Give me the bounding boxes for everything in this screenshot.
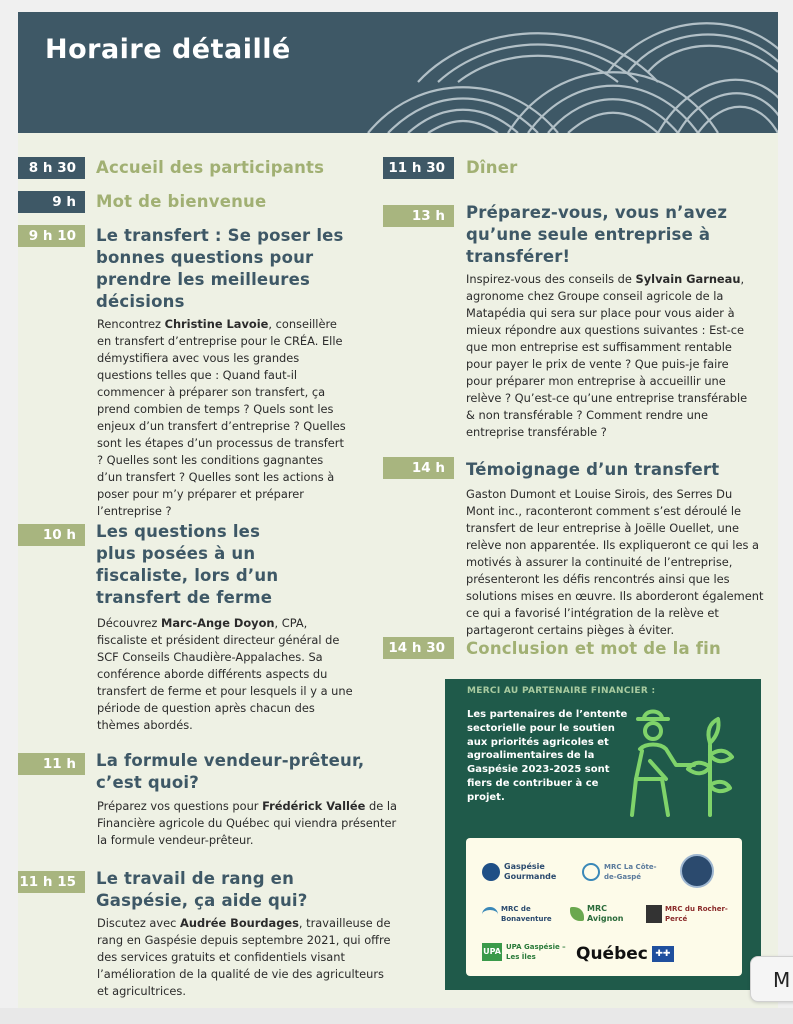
logo-upa: UPA UPA Gaspésie – Les Îles bbox=[483, 943, 566, 961]
time-badge: 14 h 30 bbox=[383, 637, 454, 659]
session-title: Témoignage d’un transfert bbox=[466, 460, 720, 479]
header-banner bbox=[18, 12, 778, 133]
session-description: Préparez vos questions pour Frédérick Vallée de la Financière agricole du Québec qui viendra présenter la formule vendeur-prêteur. bbox=[97, 799, 397, 847]
time-badge: 11 h 15 bbox=[18, 871, 85, 893]
session-description: Discutez avec Audrée Bourdages, travailleuse de rang en Gaspésie depuis septembre 2021, qui offre des services gratuits et confidentiels visant l’amélioration de la qualité de vie des agriculteurs et agricultrices. bbox=[97, 916, 391, 998]
logo-haute-gaspesie bbox=[680, 854, 714, 891]
session-title: Le transfert : Se poser les bonnes questions pour prendre les meilleures décisions bbox=[96, 226, 344, 311]
session-title: Les questions les plus posées à un fiscaliste, lors d’un transfert de ferme bbox=[96, 522, 279, 607]
session-title: Mot de bienvenue bbox=[96, 192, 267, 211]
time-badge: 11 h bbox=[18, 753, 85, 775]
partner-logos bbox=[466, 838, 742, 976]
logo-quebec: Québec ✚✚ bbox=[576, 944, 674, 964]
document-page bbox=[18, 12, 778, 1008]
session-description: Rencontrez Christine Lavoie, conseillère en transfert d’entreprise pour le CRÉA. Elle démystifiera avec vous les grandes questions telles que : Quand faut-il commencer à préparer son transfert, ça prend combien de temps ? Quels sont les enjeux d’un transfert d’entreprise ? Quelles sont les étapes d’un processus de transfert ? Quelles sont les conditions gagnantes d’un transfert ? Quelles sont les actions à poser pour m’y préparer et préparer l’entreprise ? bbox=[97, 317, 346, 518]
time-badge: 11 h 30 bbox=[383, 157, 454, 179]
session-title: Préparez-vous, vous n’avez qu’une seule entreprise à transférer! bbox=[466, 203, 728, 266]
time-badge: 8 h 30 bbox=[18, 157, 85, 179]
session-description: Découvrez Marc-Ange Doyon, CPA, fiscaliste et président directeur général de SCF Conseils Chaudière-Appalaches. Sa conférence aborde différents aspects du transfert de ferme et pour lesquels il y a une période de question après chacun des thèmes abordés. bbox=[97, 616, 353, 732]
logo-mrc-rocher-perce: MRC du Rocher-Percé bbox=[646, 904, 737, 924]
logo-mrc-bonaventure: MRC de Bonaventure bbox=[482, 904, 555, 924]
session-title: La formule vendeur-prêteur, c’est quoi? bbox=[96, 751, 365, 792]
session-title: Dîner bbox=[466, 158, 518, 177]
partner-text: Les partenaires de l’entente sectorielle pour le soutien aux priorités agricoles et agroalimentaires de la Gaspésie 2023-2025 sont fiers de contribuer à ce projet. bbox=[467, 709, 628, 803]
session-description: Gaston Dumont et Louise Sirois, des Serres Du Mont inc., raconteront comment s’est déroulé le transfert de leur entreprise à Joëlle Ouellet, une relève non apparentée. Ils expliqueront ce qui les a motivés à assurer la continuité de l’entreprise, présenteront les défis rencontrés ainsi que les solutions mises en œuvre. Ils aborderont également ce qui a favorisé l’intégration de la relève et partageront certains pièges à éviter. bbox=[466, 487, 764, 637]
partner-heading: MERCI AU PARTENAIRE FINANCIER : bbox=[467, 686, 656, 696]
session-title: Conclusion et mot de la fin bbox=[466, 639, 721, 658]
logo-mrc-avignon: MRC Avignon bbox=[570, 904, 637, 924]
time-badge: 14 h bbox=[383, 457, 454, 479]
time-badge: 9 h bbox=[18, 191, 85, 213]
page-title: Horaire détaillé bbox=[45, 34, 291, 65]
time-badge: 9 h 10 bbox=[18, 225, 85, 247]
session-description: Inspirez-vous des conseils de Sylvain Garneau, agronome chez Groupe conseil agricole de la Matapédia qui sera sur place pour vous aider à mieux répondre aux questions suivantes : Est-ce que mon entreprise est suffisamment rentable pour payer le prix de vente ? Que puis-je faire pour préparer mon entreprise à accueillir une relève ? Qu’est-ce qu’une entreprise transférable & non transférable ? Comment rendre une entreprise transférable ? bbox=[466, 272, 748, 439]
speaker-name: Sylvain Garneau bbox=[635, 272, 741, 286]
session-title: Accueil des participants bbox=[96, 158, 325, 177]
partner-box bbox=[445, 679, 761, 990]
wave-decoration bbox=[358, 12, 778, 133]
logo-gaspesie-gourmande: Gaspésie Gourmande bbox=[482, 862, 556, 882]
speaker-name: Marc-Ange Doyon bbox=[161, 616, 275, 630]
speaker-name: Christine Lavoie bbox=[164, 317, 269, 331]
farmer-plant-icon bbox=[610, 705, 740, 823]
speaker-name: Frédérick Vallée bbox=[262, 799, 366, 813]
bottom-bar bbox=[0, 1008, 793, 1024]
time-badge: 13 h bbox=[383, 205, 454, 227]
side-button[interactable]: M bbox=[750, 956, 793, 1002]
session-title: Le travail de rang en Gaspésie, ça aide qui? bbox=[96, 869, 308, 910]
logo-mrc-cote-de-gaspe: MRC La Côte-de-Gaspé bbox=[582, 862, 664, 882]
speaker-name: Audrée Bourdages bbox=[180, 916, 299, 930]
time-badge: 10 h bbox=[18, 524, 85, 546]
